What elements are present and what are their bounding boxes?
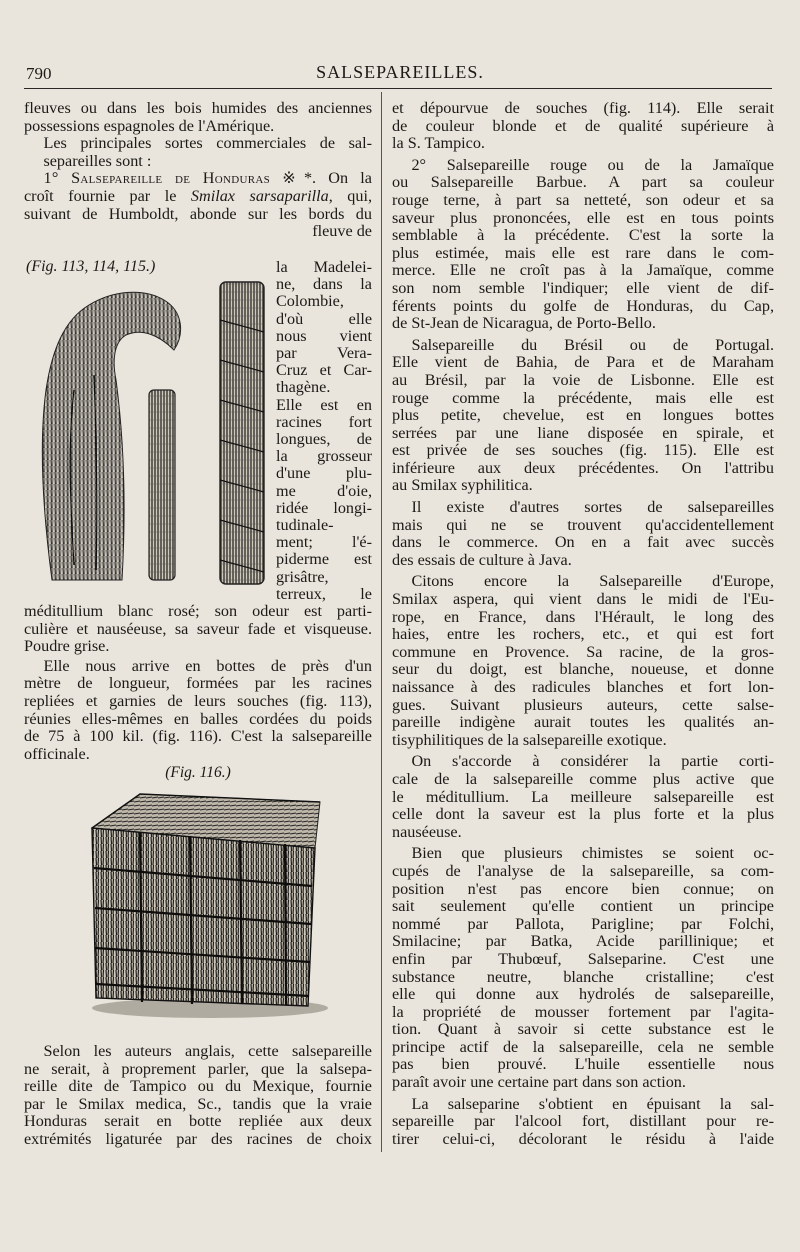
text-line: racines fort	[276, 412, 372, 431]
text-line: Il existe d'autres sortes de salsepareilles	[411, 498, 774, 517]
text-line: principe actif de la salsepareille, cela ne semble	[392, 1037, 774, 1056]
text-line: méditullium blanc rosé; son odeur est parti-	[24, 602, 372, 620]
text-line: thagène.	[276, 378, 331, 397]
text-line: réunies elles-mêmes en balles cordées du poids	[24, 709, 372, 728]
left-paragraph-1	[24, 100, 372, 135]
heading-tail: On la	[316, 169, 372, 188]
honduras-line-4: fleuve de	[312, 222, 372, 241]
text-line: Elle est en	[276, 395, 372, 414]
text-line: Elle nous arrive en bottes de près d'un	[43, 656, 372, 675]
text-line: tudinale-	[276, 516, 334, 535]
text-line: cupés de l'analyse de la salsepareille, sa com-	[392, 861, 774, 880]
text-line: position n'est pas encore bien connue; on	[392, 879, 774, 898]
text-line: plus petite, chevelue, est en longues bottes	[392, 406, 774, 425]
text-line: grisâtre,	[276, 567, 329, 586]
text-line: la S. Tampico.	[392, 134, 485, 153]
text-line: mètre de longueur, formées par les racines	[24, 674, 372, 693]
text-line: rope, en France, dans l'Hérault, le long des	[392, 607, 774, 626]
text-line: pas bien prouvé. L'huile essentielle nous	[392, 1055, 774, 1074]
text-line: tisyphilitiques de la salsepareille exotique.	[392, 730, 667, 749]
text-line: seur du doigt, est blanche, noueuse, et donne	[392, 660, 774, 679]
text-line: enfin par Thubœuf, Salseparine. C'est une	[392, 949, 774, 968]
text-line: semblable à la précédente. C'est la sorte la	[392, 226, 774, 245]
text-line: longues, de	[276, 430, 372, 449]
text-line: des essais de culture à Java.	[392, 550, 572, 569]
text-line: férents points du golfe de Honduras, du Cap,	[392, 296, 774, 315]
text-line: la propriété de mousser fortement par l'agita-	[392, 1002, 774, 1021]
text-line: dans le commerce. On en a fait avec succès	[392, 533, 774, 552]
text-line: serrées par une liane disposée en spirale, et	[392, 423, 774, 442]
text-line: fleuves ou dans les bois humides des anciennes	[24, 99, 372, 117]
right-paragraph-1	[392, 100, 774, 153]
honduras-heading: 1° Salsepareille de Honduras	[43, 169, 270, 188]
text-line: nauséeuse.	[392, 822, 462, 841]
text-line: commune en Provence. Sa racine, de la gros-	[392, 642, 774, 661]
wrapped-text	[276, 259, 372, 603]
right-paragraph-4	[392, 499, 774, 569]
text-line: paraît avoir une certaine part dans son action.	[392, 1073, 686, 1092]
right-paragraph-5	[392, 573, 774, 749]
text-line: culière et nauséeuse, sa saveur fade et visqueuse.	[24, 619, 372, 638]
text-line: Elle vient de Bahia, de Para et de Maraham	[392, 353, 774, 372]
text-line: terreux, le	[276, 584, 372, 603]
text-line: de couleur blonde et de qualité supérieure à	[392, 116, 774, 135]
text-line: au Brésil, par la voie de Lisbonne. Elle est	[392, 370, 774, 389]
text-line: nous vient	[276, 326, 372, 345]
text-line: tirer celui-ci, décolorant le résidu à l'aide	[392, 1129, 774, 1148]
text-line: ridée longi-	[276, 498, 372, 517]
text-line: officinale.	[24, 744, 90, 763]
text-line: Colombie,	[276, 292, 344, 311]
text-line: On s'accorde à considérer la partie corti-	[411, 752, 774, 771]
text-line: reille dite de Tampico ou du Mexique, fournie	[24, 1077, 372, 1096]
caption-text: (Fig. 116.)	[165, 764, 231, 781]
text-line: par Vera-	[276, 344, 372, 363]
text-line: Smilacine; par Batka, Acide parillinique; et	[392, 932, 774, 951]
text-line: ne, dans la	[276, 275, 372, 294]
text-line: Les principales sortes commerciales de sal-	[43, 134, 372, 153]
text-line: de St-Jean de Nicaragua, de Porto-Bello.	[392, 314, 656, 333]
page-number: 790	[26, 64, 52, 83]
species-name: Smilax sarsaparilla	[190, 186, 329, 205]
text-line: separeilles sont :	[43, 151, 152, 170]
text-line: d'une plu-	[276, 464, 372, 483]
fig-114-drawing	[149, 390, 175, 580]
text-line: Cruz et Car-	[276, 361, 372, 380]
left-paragraph-2	[24, 135, 372, 170]
text-line: la Madelei-	[276, 258, 372, 276]
text-line: la grosseur	[276, 447, 372, 466]
text-line: 2° Salsepareille rouge ou de la Jamaïque	[411, 155, 774, 174]
caption-text: (Fig. 113, 114, 115.)	[26, 258, 156, 275]
text-line: piderme est	[276, 550, 372, 569]
figure-113-115-illustration	[34, 280, 274, 600]
right-column	[392, 100, 774, 1148]
text-line: par le Smilax medica, Sc., tandis que la vraie	[24, 1094, 372, 1113]
text-line: merce. Elle ne croît pas à la Jamaïque, comme	[392, 261, 774, 280]
text-line: tion. Quant à savoir si cette substance est le	[392, 1020, 774, 1039]
honduras-line-3: suivant de Humboldt, abonde sur les bords du	[24, 204, 372, 223]
toxic-symbol: ※*.	[282, 169, 317, 188]
left-paragraph-bottes	[24, 658, 372, 764]
text-line: Citons encore la Salsepareille d'Europe,	[411, 572, 774, 591]
after-wrap-text	[24, 603, 372, 656]
text-line: mais qui ne se trouvent qu'accidentellement	[392, 515, 774, 534]
text-line: Smilax aspera, qui vient dans le midi de l'Eu-	[392, 590, 774, 609]
text-line: me d'oie,	[276, 481, 372, 500]
text-line: Salsepareille du Brésil ou de Portugal.	[411, 335, 774, 354]
text-span: , qui,	[328, 186, 373, 205]
text-line: possessions espagnoles de l'Amérique.	[24, 116, 275, 135]
right-paragraph-3	[392, 337, 774, 495]
right-paragraph-6	[392, 753, 774, 841]
text-line: rouge terne, à part sa netteté, son odeur et sa	[392, 190, 774, 209]
column-divider	[381, 92, 382, 1152]
text-line: ment; l'é-	[276, 533, 372, 552]
text-line: ou Salsepareille Barbue. A part sa couleur	[392, 173, 774, 192]
text-line: extrémités ligaturée par des racines de choix	[24, 1129, 372, 1148]
left-column-continued	[24, 603, 372, 763]
text-line: elle qui donne aux hydrolés de salsepareille,	[392, 985, 774, 1004]
text-line: sait seulement qu'elle contient un principe	[392, 897, 774, 916]
left-column	[24, 100, 372, 241]
right-paragraph-2	[392, 157, 774, 333]
text-line: d'où elle	[276, 309, 372, 328]
text-span: croît fournie par le	[24, 186, 191, 205]
running-title: SALSEPAREILLES.	[316, 62, 484, 82]
honduras-heading-line	[24, 170, 372, 188]
figure-116-illustration	[80, 788, 330, 1023]
header-rule	[24, 88, 772, 89]
right-paragraph-8	[392, 1096, 774, 1149]
honduras-line-2	[24, 188, 372, 206]
text-line: Honduras serait en botte repliée aux deux	[24, 1112, 372, 1131]
right-paragraph-7	[392, 845, 774, 1091]
figure-113-caption	[26, 258, 155, 276]
text-line: et dépourvue de souches (fig. 114). Elle serait	[392, 99, 774, 117]
text-line: repliées et garnies de leurs souches (fig. 113),	[24, 691, 372, 710]
text-line: pareille indigène aurait toutes les qualités an-	[392, 713, 774, 732]
text-line: plus estimée, mais elle est rare dans le com-	[392, 243, 774, 262]
left-paragraph-anglais	[24, 1043, 372, 1149]
text-line: rouge comme la précédente, mais elle est	[392, 388, 774, 407]
text-line: separeille par l'alcool fort, distillant pour re-	[392, 1112, 774, 1131]
text-line: au Smilax syphilitica.	[392, 476, 533, 495]
text-line: naissance à des radicules blanches et fort lon-	[392, 678, 774, 696]
text-line: cale de la salsepareille comme plus active que	[392, 769, 774, 788]
text-line: son nom semble l'indiquer; elle vient de dif-	[392, 278, 774, 297]
fig-115-drawing	[220, 282, 264, 584]
text-line: Selon les auteurs anglais, cette salsepareille	[43, 1042, 372, 1060]
text-line: saveur plus prononcées, elle est en tous points	[392, 208, 774, 227]
text-line: de 75 à 100 kil. (fig. 116). C'est la salsepareille	[24, 727, 372, 746]
text-line: Poudre grise.	[24, 637, 110, 656]
text-line: nommé par Pallota, Parigline; par Folchi,	[392, 914, 774, 933]
text-line: celle dont la saveur est la plus forte et la plus	[392, 805, 774, 824]
text-line: ne serait, à proprement parler, que la salsepa-	[24, 1059, 372, 1078]
text-line: La salseparine s'obtient en épuisant la sal-	[411, 1094, 774, 1113]
text-line: gues. Suivant plusieurs auteurs, cette salse-	[392, 695, 774, 714]
text-line: inférieure aux deux précédentes. On l'attribu	[392, 458, 774, 477]
text-line: substance neutre, blanche cristalline; c'est	[392, 967, 774, 986]
text-line: le méditullium. La meilleure salsepareille est	[392, 787, 774, 806]
text-line: est privée de ses souches (fig. 115). Elle est	[392, 441, 774, 460]
text-line: haies, entre les rochers, etc., et qui est fort	[392, 625, 774, 644]
text-line: Bien que plusieurs chimistes se soient oc-	[411, 844, 774, 863]
figure-116-caption	[24, 764, 372, 782]
